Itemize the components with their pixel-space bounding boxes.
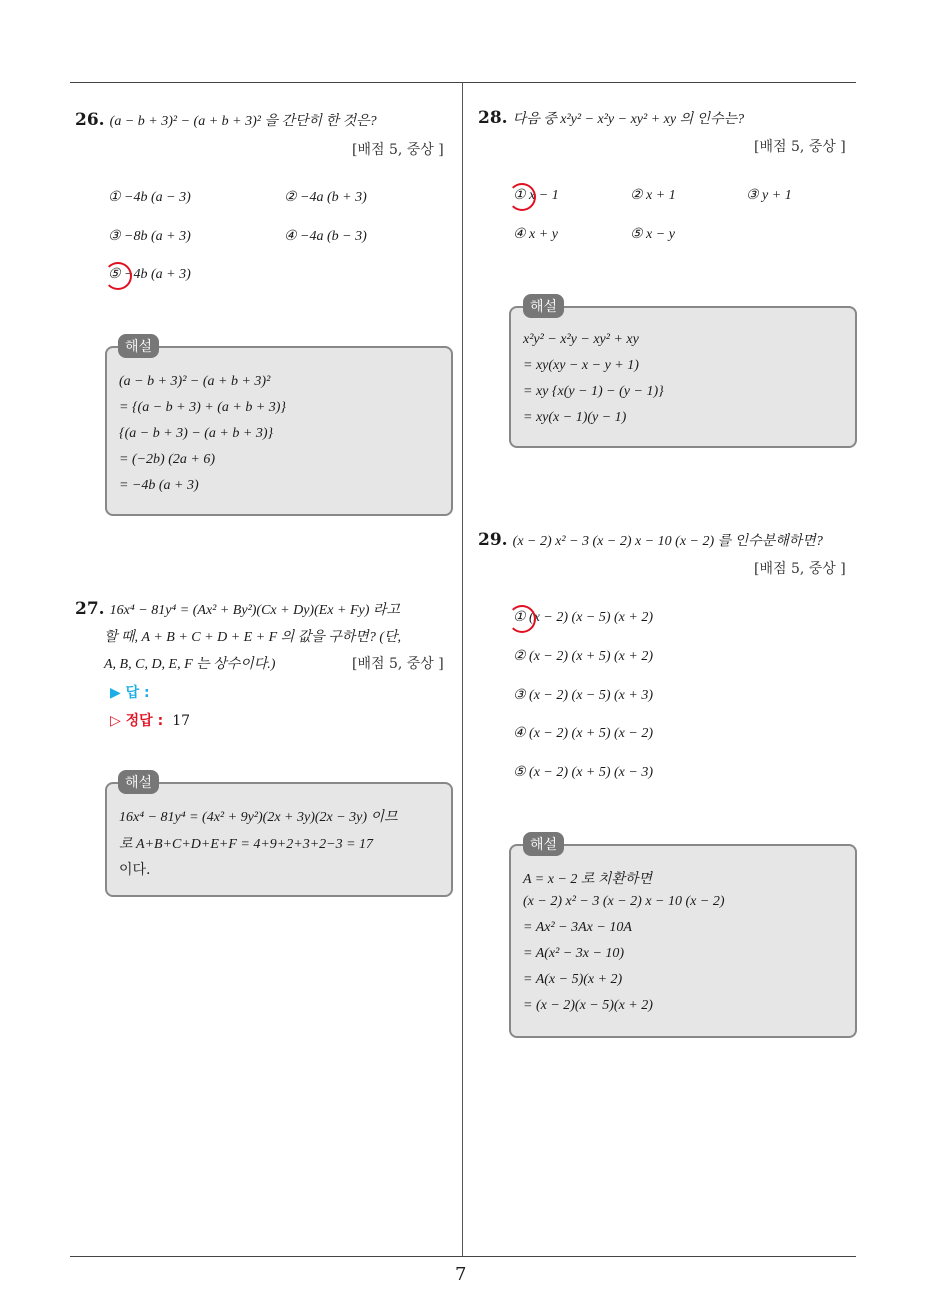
question-text: A, B, C, D, E, F 는 상수이다.): [104, 657, 276, 672]
answer-mark-circle: [508, 605, 536, 633]
choice-4[interactable]: ④ x + y: [513, 227, 558, 242]
question-text: (a − b + 3)² − (a + b + 3)² 을 간단히 한 것은?: [109, 114, 377, 129]
solution-line: {(a − b + 3) − (a + b + 3)}: [119, 426, 274, 441]
solution-line: (a − b + 3)² − (a + b + 3)²: [119, 374, 271, 389]
question-text: 다음 중 x²y² − x²y − xy² + xy 의 인수는?: [512, 112, 745, 127]
solution-line: = Ax² − 3Ax − 10A: [523, 920, 632, 935]
solution-line: = −4b (a + 3): [119, 478, 199, 493]
correct-answer: [110, 710, 190, 730]
choice-4[interactable]: ④ (x − 2) (x + 5) (x − 2): [513, 726, 654, 741]
choice-1[interactable]: ① −4b (a − 3): [108, 190, 191, 205]
solution-box: [105, 782, 453, 897]
solution-line: (x − 2) x² − 3 (x − 2) x − 10 (x − 2): [523, 894, 725, 909]
choice-2[interactable]: ② −4a (b + 3): [284, 190, 367, 205]
question-text: 할 때, A + B + C + D + E + F 의 값을 구하면? (단,: [104, 630, 402, 645]
solution-line: 이다.: [119, 862, 151, 878]
choice-1[interactable]: ① x − 1: [513, 188, 559, 203]
solution-box: [105, 346, 453, 516]
column-divider: [462, 83, 463, 1257]
solution-line: = A(x² − 3x − 10): [523, 946, 625, 961]
score-label: [배점 5, 중상 ]: [352, 656, 444, 672]
solution-tag: 해설: [523, 294, 564, 318]
correct-value: 17: [172, 713, 191, 729]
choice-1[interactable]: ① (x − 2) (x − 5) (x + 2): [513, 610, 654, 625]
choice-2[interactable]: ② x + 1: [630, 188, 676, 203]
solution-line: = xy {x(y − 1) − (y − 1)}: [523, 384, 664, 399]
answer-mark-circle: [104, 262, 132, 290]
answer-mark-circle: [508, 183, 536, 211]
question-28: [478, 108, 744, 128]
solution-tag: 해설: [118, 334, 159, 358]
choice-4[interactable]: ④ −4a (b − 3): [284, 229, 367, 244]
question-number: 26.: [75, 110, 105, 130]
solution-line: = A(x − 5)(x + 2): [523, 972, 623, 987]
question-29: [478, 530, 823, 550]
question-number: 27.: [75, 599, 105, 619]
solution-line: = xy(x − 1)(y − 1): [523, 410, 627, 425]
solution-tag: 해설: [118, 770, 159, 794]
page-number: 7: [455, 1264, 467, 1285]
solution-line: = {(a − b + 3) + (a + b + 3)}: [119, 400, 287, 415]
choice-5[interactable]: ⑤ −4b (a + 3): [108, 267, 191, 282]
solution-box: [509, 844, 857, 1038]
choice-3[interactable]: ③ −8b (a + 3): [108, 229, 191, 244]
solution-line: 16x⁴ − 81y⁴ = (4x² + 9y²)(2x + 3y)(2x − 3y) 이므: [119, 810, 398, 825]
question-text: (x − 2) x² − 3 (x − 2) x − 10 (x − 2) 를 인수분해하면?: [512, 534, 823, 549]
score-label: [배점 5, 중상 ]: [754, 561, 846, 577]
bottom-rule: [70, 1256, 856, 1257]
solution-line: = (−2b) (2a + 6): [119, 452, 215, 467]
answer-label: ▶ 답 :: [110, 685, 150, 701]
choice-3[interactable]: ③ (x − 2) (x − 5) (x + 3): [513, 688, 654, 703]
question-number: 28.: [478, 108, 508, 128]
solution-box: [509, 306, 857, 448]
score-label: [배점 5, 중상 ]: [352, 142, 444, 158]
solution-tag: 해설: [523, 832, 564, 856]
choice-3[interactable]: ③ y + 1: [746, 188, 792, 203]
question-text: 16x⁴ − 81y⁴ = (Ax² + By²)(Cx + Dy)(Ex + Fy) 라고: [109, 603, 400, 618]
choice-2[interactable]: ② (x − 2) (x + 5) (x + 2): [513, 649, 654, 664]
score-label: [배점 5, 중상 ]: [754, 139, 846, 155]
choice-5[interactable]: ⑤ (x − 2) (x + 5) (x − 3): [513, 765, 654, 780]
solution-line: A = x − 2 로 치환하면: [523, 872, 653, 887]
question-number: 29.: [478, 530, 508, 550]
question-27: [75, 599, 400, 619]
solution-line: x²y² − x²y − xy² + xy: [523, 332, 639, 347]
top-rule: [70, 82, 856, 83]
correct-label: ▷ 정답 :: [110, 713, 164, 729]
solution-line: = xy(xy − x − y + 1): [523, 358, 639, 373]
question-26: [75, 110, 377, 130]
solution-line: = (x − 2)(x − 5)(x + 2): [523, 998, 653, 1013]
choice-5[interactable]: ⑤ x − y: [630, 227, 675, 242]
solution-line: 로 A+B+C+D+E+F = 4+9+2+3+2−3 = 17: [119, 837, 374, 852]
